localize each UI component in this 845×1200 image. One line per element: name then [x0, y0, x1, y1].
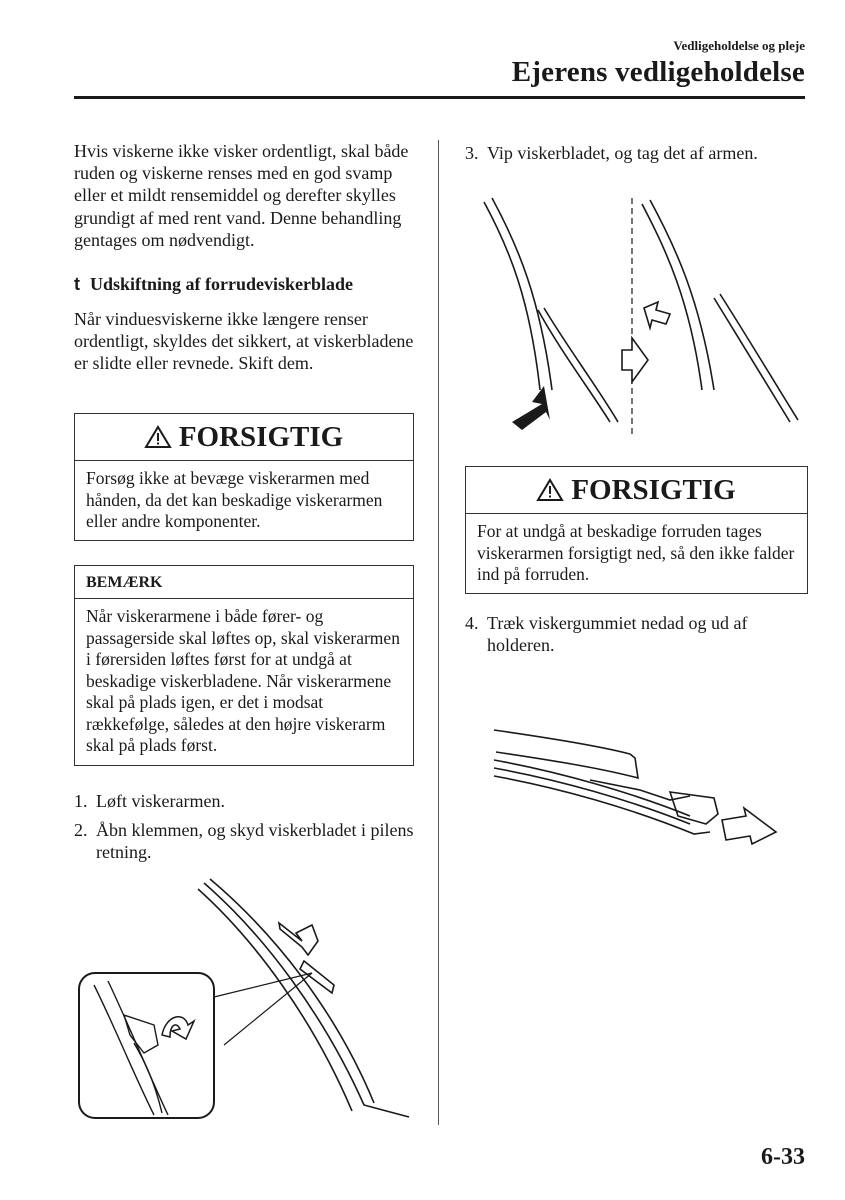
warning-triangle-icon [537, 478, 563, 502]
section-body: Når vinduesviskerne ikke længere renser ordentligt, skyldes det sikkert, at viskerbladene er slidte eller revnede. Skift dem. [74, 309, 414, 374]
step-1: 1. Løft viskerarmen. [74, 791, 225, 811]
illustration-open-clip [74, 875, 419, 1125]
pull-arrow-icon [722, 808, 776, 844]
steps-right-a [465, 142, 807, 171]
caution-title: FORSIGTIG [178, 420, 344, 453]
section-bullet: t [74, 274, 80, 294]
caution-header [75, 414, 413, 461]
caution-box-2 [465, 466, 808, 594]
caution-body: For at undgå at beskadige forruden tages viskerarmen forsigtigt ned, så den ikke falder ind på forruden. [477, 521, 795, 584]
note-box [74, 565, 414, 766]
warning-triangle-icon [145, 425, 171, 449]
page-number: 6-33 [761, 1144, 805, 1170]
slide-arrow-icon [279, 923, 318, 955]
step-3: 3. Vip viskerbladet, og tag det af armen. [465, 143, 758, 163]
section-heading [74, 274, 353, 295]
caution-title: FORSIGTIG [571, 473, 736, 506]
tilt-arrow-icon [512, 386, 550, 430]
illustration-pull-rubber [490, 720, 790, 855]
step-2: 2. Åbn klemmen, og skyd viskerbladet i pilens retning. [74, 820, 414, 863]
steps-left [74, 790, 414, 871]
header-rule [74, 96, 805, 99]
steps-right-b [465, 612, 807, 663]
caution-box-1 [74, 413, 414, 541]
running-header-section: Vedligeholdelse og pleje [673, 38, 805, 53]
step-4: 4. Træk viskergummiet nedad og ud af holderen. [465, 613, 748, 656]
column-divider [438, 140, 439, 1125]
section-title: Udskiftning af forrudeviskerblade [90, 274, 354, 294]
caution-header [466, 467, 807, 514]
step-arrow-icon [622, 338, 648, 382]
note-body: Når viskerarmene i både fører- og passagerside skal løftes op, skal viskerarmen i førersiden løftes først for at undgå at beskadige viskerbladene. Når viskerarmene skal på plads igen, er det i modsat rækkefølge, således at den højre viskerarm skal på plads først. [86, 606, 400, 755]
running-header-title: Ejerens vedligeholdelse [511, 56, 805, 88]
illustration-remove-blade [470, 190, 815, 440]
intro-paragraph: Hvis viskerne ikke visker ordentligt, skal både ruden og viskerne renses med en god svamp eller et mildt rensemiddel og derefter skylles grundigt af med rent vand. Denne behandling gentages om nødvendigt. [74, 141, 409, 250]
note-title: BEMÆRK [75, 566, 413, 599]
detach-arrow-icon [644, 302, 670, 328]
caution-body: Forsøg ikke at bevæge viskerarmen med hånden, da det kan beskadige viskerarmen eller andre komponenter. [86, 468, 383, 531]
